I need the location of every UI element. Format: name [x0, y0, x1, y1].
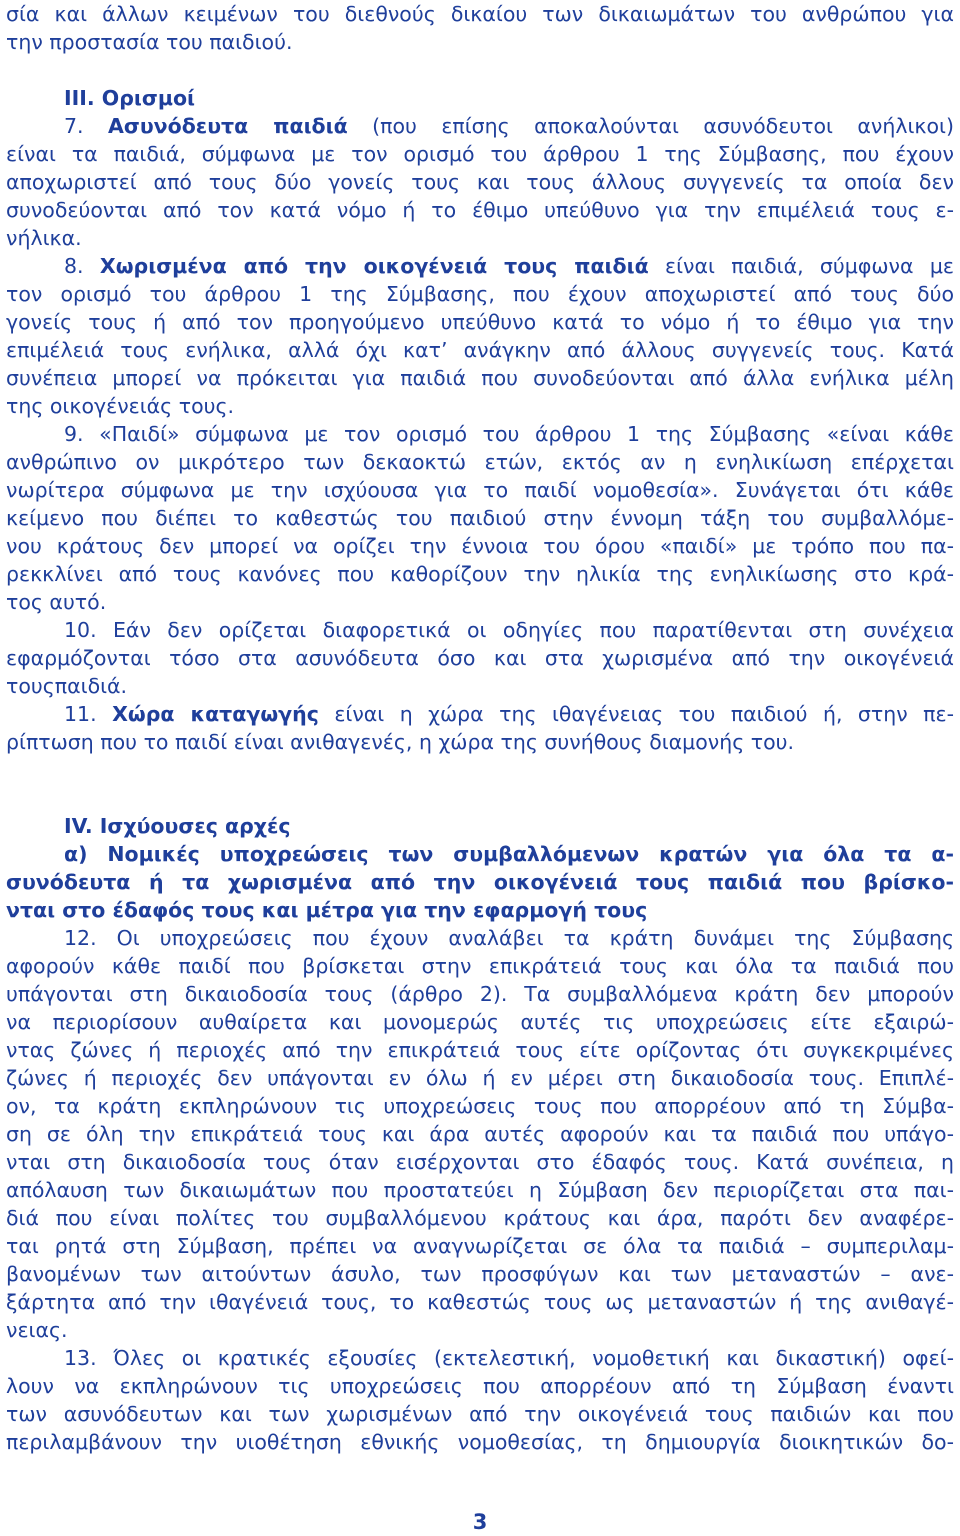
text-line: νται στη δικαιοδοσία τους όταν εισέρχονται στο έδαφός τους. Κατά συνέπεια, η: [6, 1150, 954, 1174]
text-line: νήλικα.: [6, 226, 82, 250]
text-line: συνοδεύονται από τον κατά νόμο ή το έθιμο υπεύθυνο για την επιμέλειά τους ε-: [6, 198, 954, 222]
text-line: την προστασία του παιδιού.: [6, 30, 293, 54]
text-line: είναι τα παιδιά, σύμφωνα με τον ορισμό του άρθρου 1 της Σύμβασης, που έχουν: [6, 142, 954, 166]
paragraph-13-first-line: 13. Όλες οι κρατικές εξουσίες (εκτελεστική, νομοθετική και δικαστική) οφεί-: [64, 1346, 954, 1370]
term-unaccompanied-children: Ασυνόδευτα παιδιά: [108, 114, 348, 138]
text-line: ση σε όλη την επικράτειά τους και άρα αυτές αφορούν και τα παιδιά που υπάγο-: [6, 1122, 954, 1146]
text-line: ρεκκλίνει από τους κανόνες που καθορίζουν την ηλικία της ενηλικίωσης στο κρά-: [6, 562, 954, 586]
text-line: ξάρτητα από την ιθαγένειά τους, το καθεστώς τους ως μεταναστών ή της ανιθαγέ-: [6, 1290, 954, 1314]
text-line: ζώνες ή περιοχές δεν υπάγονται εν όλω ή εν μέρει στη δικαιοδοσία τους. Επιπλέ-: [6, 1066, 954, 1090]
text-line: περιλαμβάνουν την υιοθέτηση εθνικής νομοθεσίας, τη δημιουργία διοικητικών δο-: [6, 1430, 954, 1454]
text-line: ται ρητά στη Σύμβαση, πρέπει να αναγνωρίζεται σε όλα τα παιδιά – συμπεριλαμ-: [6, 1234, 954, 1258]
text-line: σία και άλλων κειμένων του διεθνούς δικαίου των δικαιωμάτων του ανθρώπου για: [6, 2, 954, 26]
paragraph-number: 7.: [64, 114, 84, 138]
text-line: αποχωριστεί από τους δύο γονείς τους και τους άλλους συγγενείς τα οποία δεν: [6, 170, 954, 194]
text-line: νωρίτερα σύμφωνα με την ισχύουσα για το παιδί νομοθεσία». Συνάγεται ότι κάθε: [6, 478, 954, 502]
text-span: (που επίσης αποκαλούνται ασυνόδευτοι ανήλικοι): [372, 114, 954, 138]
text-span: είναι παιδιά, σύμφωνα με: [665, 254, 954, 278]
text-line: αφορούν κάθε παιδί που βρίσκεται στην επικράτειά τους και όλα τα παιδιά που: [6, 954, 954, 978]
text-line: επιμέλειά τους ενήλικα, αλλά όχι κατ’ ανάγκην από άλλους συγγενείς τους. Κατά: [6, 338, 954, 362]
page-number: 3: [472, 1510, 488, 1534]
text-line: των ασυνόδευτων και των χωρισμένων από την οικογένειά τους παιδιών και που: [6, 1402, 954, 1426]
section-heading-iii: III. Ορισμοί: [64, 86, 196, 110]
text-line: της οικογένειάς τους.: [6, 394, 235, 418]
text-line: διά που είναι πολίτες του συμβαλλόμενου κράτους και άρα, παρότι δεν αναφέρε-: [6, 1206, 954, 1230]
text-line: κείμενο που διέπει το καθεστώς του παιδιού στην έννομη τάξη του συμβαλλόμε-: [6, 506, 954, 530]
paragraph-10-first-line: 10. Εάν δεν ορίζεται διαφορετικά οι οδηγίες που παρατίθενται στη συνέχεια: [64, 618, 954, 642]
text-line: ρίπτωση που το παιδί είναι ανιθαγενές, η χώρα της συνήθους διαμονής του.: [6, 730, 795, 754]
paragraph-12-first-line: 12. Οι υποχρεώσεις που έχουν αναλάβει τα κράτη δυνάμει της Σύμβασης: [64, 926, 954, 950]
text-line: λουν να εκπληρώνουν τις υποχρεώσεις που απορρέουν από τη Σύμβαση έναντι: [6, 1374, 954, 1398]
paragraph-9-first-line: 9. «Παιδί» σύμφωνα με τον ορισμό του άρθρου 1 της Σύμβασης «είναι κάθε: [64, 422, 954, 446]
term-separated-children: Χωρισμένα από την οικογένειά τους παιδιά: [99, 254, 649, 278]
text-line: τος αυτό.: [6, 590, 107, 614]
text-line: ον, τα κράτη εκπληρώνουν τις υποχρεώσεις τους που απορρέουν από τη Σύμβα-: [6, 1094, 954, 1118]
text-line: να περιορίσουν αυθαίρετα και μονομερώς αυτές τις υποχρεώσεις είτε εξαιρώ-: [6, 1010, 954, 1034]
term-country-of-origin: Χώρα καταγωγής: [112, 702, 319, 726]
paragraph-number: 11.: [64, 702, 97, 726]
text-line: βανομένων των αιτούντων άσυλο, των προσφύγων και των μεταναστών – ανε-: [6, 1262, 954, 1286]
text-line: ντας ζώνες ή περιοχές από την επικράτειά τους είτε ορίζοντας ότι συγκεκριμένες: [6, 1038, 954, 1062]
text-line: απόλαυση των δικαιωμάτων που προστατεύει η Σύμβαση δεν περιορίζεται στα παι-: [6, 1178, 954, 1202]
text-line: νου κράτους δεν μπορεί να ορίζει την έννοια του όρου «παιδί» με τρόπο που πα-: [6, 534, 954, 558]
paragraph-7-first-line: [64, 112, 954, 140]
section-heading-iv: IV. Ισχύουσες αρχές: [64, 814, 291, 838]
paragraph-8-first-line: [64, 252, 954, 280]
text-line: υπάγονται στη δικαιοδοσία τους (άρθρο 2). Τα συμβαλλόμενα κράτη δεν μπορούν: [6, 982, 954, 1006]
subsection-heading-line: α) Νομικές υποχρεώσεις των συμβαλλόμενων κρατών για όλα τα α-: [64, 842, 954, 866]
text-line: συνέπεια μπορεί να πρόκειται για παιδιά που συνοδεύονται από άλλα ενήλικα μέλη: [6, 366, 954, 390]
text-line: νειας.: [6, 1318, 68, 1342]
text-line: εφαρμόζονται τόσο στα ασυνόδευτα όσο και στα χωρισμένα από την οικογένειά: [6, 646, 954, 670]
text-line: ανθρώπινο ον μικρότερο των δεκαοκτώ ετών, εκτός αν η ενηλικίωση επέρχεται: [6, 450, 954, 474]
paragraph-number: 8.: [64, 254, 84, 278]
subsection-heading-line: νται στο έδαφός τους και μέτρα για την εφαρμογή τους: [6, 898, 648, 922]
text-line: γονείς τους ή από τον προηγούμενο υπεύθυνο κατά το νόμο ή το έθιμο για την: [6, 310, 954, 334]
subsection-heading-line: συνόδευτα ή τα χωρισμένα από την οικογένειά τους παιδιά που βρίσκο-: [6, 870, 954, 894]
text-line: τον ορισμό του άρθρου 1 της Σύμβασης, που έχουν αποχωριστεί από τους δύο: [6, 282, 954, 306]
paragraph-11-first-line: [64, 700, 954, 728]
text-span: είναι η χώρα της ιθαγένειας του παιδιού ή, στην πε-: [334, 702, 954, 726]
text-line: τουςπαιδιά.: [6, 674, 128, 698]
